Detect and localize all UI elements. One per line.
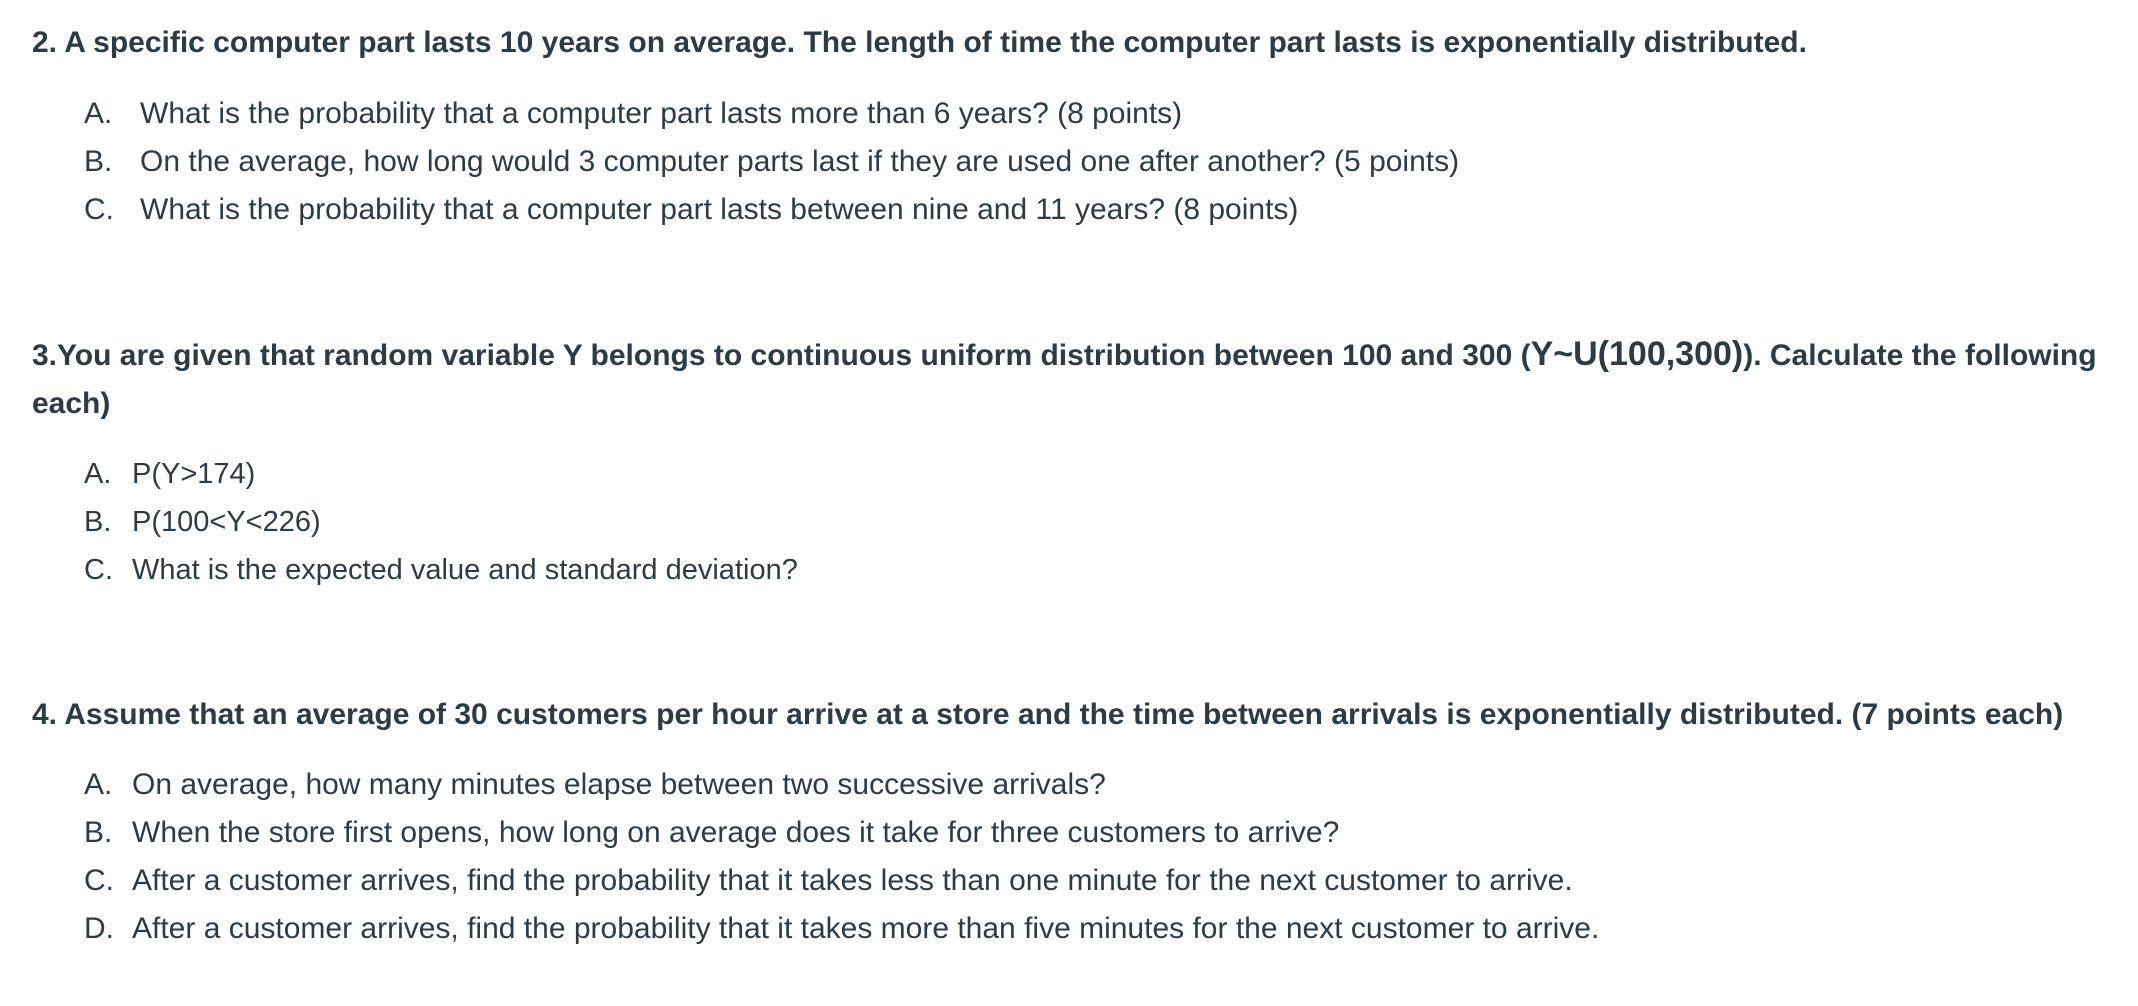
list-item: [32, 857, 2138, 905]
list-item: [32, 905, 2138, 953]
item-text: What is the expected value and standard deviation?: [132, 554, 798, 586]
item-letter: C.: [84, 554, 113, 586]
question-4-items: [32, 761, 2138, 953]
item-text: P(Y>174): [132, 458, 256, 490]
item-letter: A.: [84, 458, 112, 490]
item-letter: B.: [84, 506, 112, 538]
question-2-items: [32, 90, 2138, 234]
question-3-heading-part1: 3.You are given that random variable Y belongs to continuous uniform distribution between 100 and 300 (: [32, 339, 1531, 372]
item-text: After a customer arrives, find the probability that it takes less than one minute for the next customer to arrive.: [132, 864, 1573, 897]
item-letter: B.: [84, 816, 113, 849]
item-text: On the average, how long would 3 computer parts last if they are used one after another? (5 points): [140, 145, 1460, 178]
list-item: [32, 450, 2138, 498]
item-letter: D.: [84, 912, 114, 945]
list-item: [32, 498, 2138, 546]
question-3-distribution: Y~U(100,300): [1530, 335, 1744, 373]
item-letter: B.: [84, 145, 113, 178]
list-item: [32, 546, 2138, 594]
item-text: After a customer arrives, find the probability that it takes more than five minutes for the next customer to arrive.: [132, 912, 1600, 945]
question-4: [32, 691, 2138, 953]
item-letter: A.: [84, 768, 113, 801]
question-3-items: [32, 450, 2138, 594]
item-text: P(100<Y<226): [132, 506, 321, 538]
item-letter: C.: [84, 864, 114, 897]
question-3-heading: [32, 330, 2138, 380]
item-text: On average, how many minutes elapse between two successive arrivals?: [132, 768, 1106, 801]
list-item: [32, 809, 2138, 857]
list-item: [32, 761, 2138, 809]
item-text: What is the probability that a computer part lasts more than 6 years? (8 points): [140, 97, 1183, 130]
list-item: [32, 90, 2138, 138]
item-letter: A.: [84, 97, 113, 130]
item-letter: C.: [84, 193, 114, 226]
question-4-heading: 4. Assume that an average of 30 customers per hour arrive at a store and the time between arrivals is exponentially distributed. (7 points each): [32, 698, 2064, 731]
question-3-heading-part2: ). Calculate the following: [1743, 339, 2097, 372]
question-2-heading: 2. A specific computer part lasts 10 years on average. The length of time the computer part lasts is exponentially distributed.: [32, 26, 1807, 59]
item-text: When the store first opens, how long on average does it take for three customers to arrive?: [132, 816, 1340, 849]
question-2: [32, 19, 2138, 234]
item-text: What is the probability that a computer part lasts between nine and 11 years? (8 points): [140, 193, 1299, 226]
question-3-heading-line2: each): [32, 387, 111, 420]
list-item: [32, 138, 2138, 186]
list-item: [32, 186, 2138, 234]
question-3: [32, 330, 2138, 594]
